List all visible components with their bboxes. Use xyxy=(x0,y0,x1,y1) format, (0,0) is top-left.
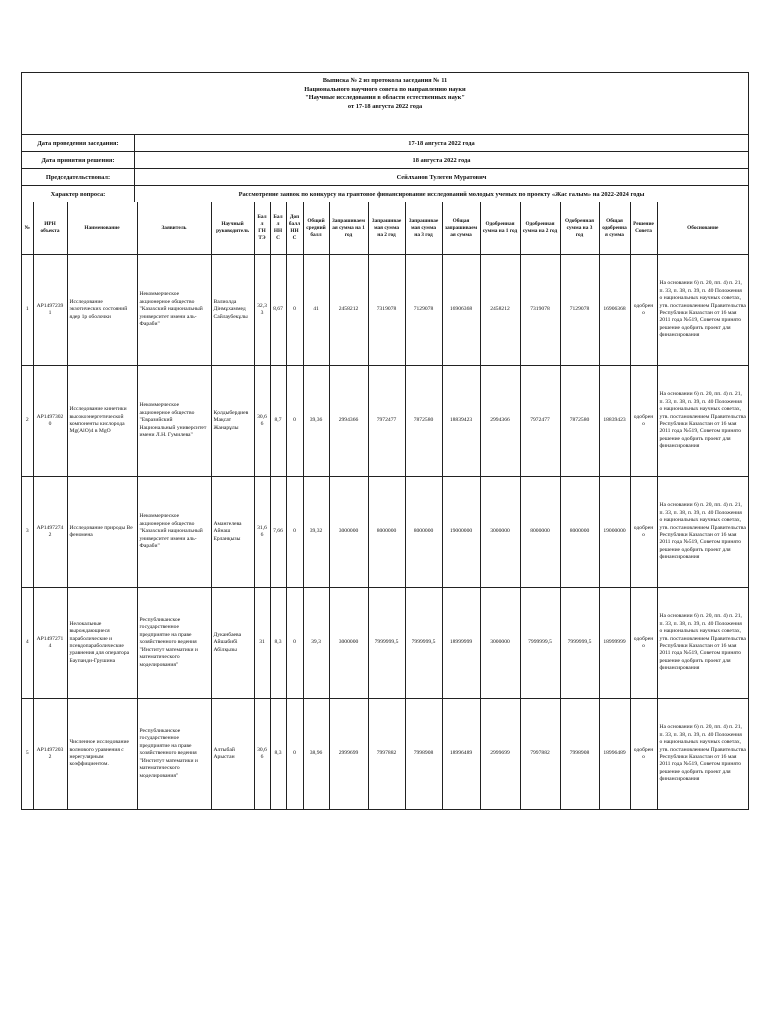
cell-app1: 3000000 xyxy=(480,588,520,699)
column-header: Наименование xyxy=(67,202,137,255)
meta-row-question-nature xyxy=(22,186,748,202)
cell-app-total: 18996489 xyxy=(599,699,630,810)
cell-app3: 7129078 xyxy=(560,255,599,366)
cell-name: Исследование кинетики высокоэнергетической компоненты кислорода Mg(AlO)4 в MgO xyxy=(67,366,137,477)
cell-applicant: Некоммерческое акционерное общество "Евразийский Национальный университет имени Л.Н. Гумилева" xyxy=(137,366,211,477)
cell-decision: одобрено xyxy=(630,477,657,588)
cell-gnte: 30,66 xyxy=(254,366,270,477)
cell-name: Исследование природы Be феномена xyxy=(67,477,137,588)
cell-app2: 7319078 xyxy=(520,255,560,366)
cell-nns: 8,3 xyxy=(270,699,286,810)
column-header: Балл ГНТЭ xyxy=(254,202,270,255)
cell-name: Нелокальные вырождающиеся параболические и псевдопараболические уравнения для оператора Баупанди-Грушина xyxy=(67,588,137,699)
cell-app-total: 19000000 xyxy=(599,477,630,588)
cell-app3: 7872580 xyxy=(560,366,599,477)
cell-dop: 0 xyxy=(286,255,303,366)
column-header: Одобренная сумма на 2 год xyxy=(520,202,560,255)
cell-app-total: 18999999 xyxy=(599,588,630,699)
cell-req-total: 18839423 xyxy=(442,366,480,477)
cell-dop: 0 xyxy=(286,699,303,810)
cell-nns: 8,7 xyxy=(270,366,286,477)
column-header: Доп балл ННС xyxy=(286,202,303,255)
cell-gnte: 31 xyxy=(254,588,270,699)
cell-name: Исследование экзотических состояний ядер 1р оболочки xyxy=(67,255,137,366)
cell-req1: 2458212 xyxy=(329,255,368,366)
cell-applicant: Республиканское государственное предприятие на праве хозяйственного ведения "Институт математики и математического моделирования" xyxy=(137,699,211,810)
cell-num: 5 xyxy=(22,699,33,810)
cell-req-total: 19000000 xyxy=(442,477,480,588)
cell-req3: 7999999,5 xyxy=(405,588,442,699)
column-header: Запрашиваемая сумма на 2 год xyxy=(368,202,405,255)
cell-dop: 0 xyxy=(286,588,303,699)
cell-irn: AP14972742 xyxy=(33,477,67,588)
table-row xyxy=(22,588,748,699)
cell-supervisor: Дуканбаева Айшабибі Абілқызы xyxy=(211,588,254,699)
cell-avg: 38,96 xyxy=(303,699,329,810)
cell-irn: AP14972032 xyxy=(33,699,67,810)
protocol-extract-sheet xyxy=(21,72,749,810)
cell-num: 2 xyxy=(22,366,33,477)
cell-avg: 39,36 xyxy=(303,366,329,477)
cell-basis: На основании 6) п. 20, пп. 4) п. 21, п. 33, п. 38, п. 39, п. 40 Положения о национальных научных советах, утв. постановлением Правительства Республики Казахстан от 16 мая 2011 года №519, Советом принято решение одобрить проект для финансирования xyxy=(657,366,748,477)
meta-label: Дата принятия решения: xyxy=(22,152,135,168)
column-header: Научный руководитель xyxy=(211,202,254,255)
cell-req3: 8000000 xyxy=(405,477,442,588)
meta-value: 17-18 августа 2022 года xyxy=(408,139,475,147)
cell-dop: 0 xyxy=(286,366,303,477)
cell-num: 1 xyxy=(22,255,33,366)
meta-row-meeting-date xyxy=(22,135,748,152)
cell-app1: 2458212 xyxy=(480,255,520,366)
table-row xyxy=(22,477,748,588)
meta-label: Характер вопроса: xyxy=(22,186,135,202)
cell-irn: AP14973020 xyxy=(33,366,67,477)
cell-req1: 3000000 xyxy=(329,477,368,588)
cell-dop: 0 xyxy=(286,477,303,588)
meta-label: Дата проведения заседания: xyxy=(22,135,135,151)
header-line-2: Национального научного совета по направлению науки xyxy=(304,85,466,93)
cell-basis: На основании 6) п. 20, пп. 4) п. 21, п. 33, п. 38, п. 39, п. 40 Положения о национальных научных советах, утв. постановлением Правительства Республики Казахстан от 16 мая 2011 года №519, Советом принято решение одобрить проект для финансирования xyxy=(657,477,748,588)
cell-basis: На основании 6) п. 20, пп. 4) п. 21, п. 33, п. 38, п. 39, п. 40 Положения о национальных научных советах, утв. постановлением Правительства Республики Казахстан от 16 мая 2011 года №519, Советом принято решение одобрить проект для финансирования xyxy=(657,588,748,699)
cell-avg: 39,32 xyxy=(303,477,329,588)
column-header: Общий средний балл xyxy=(303,202,329,255)
cell-app2: 7997882 xyxy=(520,699,560,810)
meta-label: Председательствовал: xyxy=(22,169,135,185)
cell-supervisor: Қолдыбердиев Мақсат Жанарұлы xyxy=(211,366,254,477)
cell-decision: одобрено xyxy=(630,699,657,810)
meta-value: Рассмотрение заявок по конкурсу на грантовое финансирование исследований молодых ученых по проекту «Жас ғалым» на 2022-2024 годы xyxy=(238,190,645,198)
cell-gnte: 31,66 xyxy=(254,477,270,588)
meta-value: 18 августа 2022 года xyxy=(412,156,471,164)
column-header: Запрашиваемая сумма на 1 год xyxy=(329,202,368,255)
column-header: № xyxy=(22,202,33,255)
cell-req-total: 18999999 xyxy=(442,588,480,699)
meta-row-decision-date xyxy=(22,152,748,169)
cell-app1: 2994366 xyxy=(480,366,520,477)
cell-req2: 7997882 xyxy=(368,699,405,810)
column-header: Одобренная сумма на 3 год xyxy=(560,202,599,255)
cell-name: Численное исследование волнового уравнения с нерегулярным коэффициентом. xyxy=(67,699,137,810)
cell-req1: 2999699 xyxy=(329,699,368,810)
cell-req3: 7872580 xyxy=(405,366,442,477)
table-row xyxy=(22,699,748,810)
cell-req1: 2994366 xyxy=(329,366,368,477)
cell-avg: 39,3 xyxy=(303,588,329,699)
cell-irn: AP14972391 xyxy=(33,255,67,366)
cell-applicant: Некоммерческое акционерное общество "Казахский национальный университет имени аль-Фараби" xyxy=(137,477,211,588)
header-line-3: "Научные исследования в области естественных наук" xyxy=(305,94,465,102)
cell-decision: одобрено xyxy=(630,366,657,477)
cell-app2: 8000000 xyxy=(520,477,560,588)
table-row xyxy=(22,255,748,366)
cell-app-total: 18839423 xyxy=(599,366,630,477)
table-row xyxy=(22,366,748,477)
cell-nns: 7,66 xyxy=(270,477,286,588)
cell-req2: 8000000 xyxy=(368,477,405,588)
cell-num: 3 xyxy=(22,477,33,588)
cell-req2: 7319078 xyxy=(368,255,405,366)
cell-applicant: Республиканское государственное предприятие на праве хозяйственного ведения "Институт математики и математического моделирования" xyxy=(137,588,211,699)
cell-irn: AP14972714 xyxy=(33,588,67,699)
cell-app1: 3000000 xyxy=(480,477,520,588)
cell-gnte: 30,66 xyxy=(254,699,270,810)
cell-supervisor: Амангелева Айнаш Ерланқызы xyxy=(211,477,254,588)
cell-req3: 7998908 xyxy=(405,699,442,810)
cell-app2: 7972477 xyxy=(520,366,560,477)
cell-req-total: 18996489 xyxy=(442,699,480,810)
cell-basis: На основании 6) п. 20, пп. 4) п. 21, п. 33, п. 38, п. 39, п. 40 Положения о национальных научных советах, утв. постановлением Правительства Республики Казахстан от 16 мая 2011 года №519, Советом принято решение одобрить проект для финансирования xyxy=(657,699,748,810)
cell-app3: 7999999,5 xyxy=(560,588,599,699)
cell-basis: На основании 6) п. 20, пп. 4) п. 21, п. 33, п. 38, п. 39, п. 40 Положения о национальных научных советах, утв. постановлением Правительства Республики Казахстан от 16 мая 2011 года №519, Советом принято решение одобрить проект для финансирования xyxy=(657,255,748,366)
column-header: Одобренная сумма на 1 год xyxy=(480,202,520,255)
column-header: Общая запрашиваемая сумма xyxy=(442,202,480,255)
cell-nns: 8,67 xyxy=(270,255,286,366)
cell-app2: 7999999,5 xyxy=(520,588,560,699)
cell-gnte: 32,33 xyxy=(254,255,270,366)
document-header xyxy=(22,73,748,135)
column-header: Обоснование xyxy=(657,202,748,255)
column-header: ИРН объекта xyxy=(33,202,67,255)
cell-nns: 8,3 xyxy=(270,588,286,699)
cell-num: 4 xyxy=(22,588,33,699)
meta-row-chairman xyxy=(22,169,748,186)
column-header: Балл ННС xyxy=(270,202,286,255)
column-header: Запрашиваемая сумма на 3 год xyxy=(405,202,442,255)
cell-app3: 8000000 xyxy=(560,477,599,588)
cell-app-total: 16906368 xyxy=(599,255,630,366)
cell-req3: 7129078 xyxy=(405,255,442,366)
column-header: Решение Совета xyxy=(630,202,657,255)
cell-app1: 2999699 xyxy=(480,699,520,810)
column-header: Заявитель xyxy=(137,202,211,255)
table-header-row xyxy=(22,202,748,255)
cell-req-total: 16906368 xyxy=(442,255,480,366)
cell-avg: 41 xyxy=(303,255,329,366)
cell-decision: одобрено xyxy=(630,255,657,366)
cell-req1: 3000000 xyxy=(329,588,368,699)
header-line-4: от 17-18 августа 2022 года xyxy=(347,102,423,110)
cell-req2: 7972477 xyxy=(368,366,405,477)
cell-app3: 7998908 xyxy=(560,699,599,810)
header-line-1: Выписка № 2 из протокола заседания № 11 xyxy=(322,77,448,84)
cell-req2: 7999999,5 xyxy=(368,588,405,699)
column-header: Общая одобренная сумма xyxy=(599,202,630,255)
cell-applicant: Некоммерческое акционерное общество "Казахский национальный университет имени аль-Фараби" xyxy=(137,255,211,366)
cell-supervisor: Валиолда Дінмұхаммед Сайлаубекұлы xyxy=(211,255,254,366)
projects-table xyxy=(22,202,748,809)
meta-value: Сейлханов Тулеген Муратович xyxy=(396,173,487,181)
cell-supervisor: Алтыбай Арыстан xyxy=(211,699,254,810)
cell-decision: одобрено xyxy=(630,588,657,699)
